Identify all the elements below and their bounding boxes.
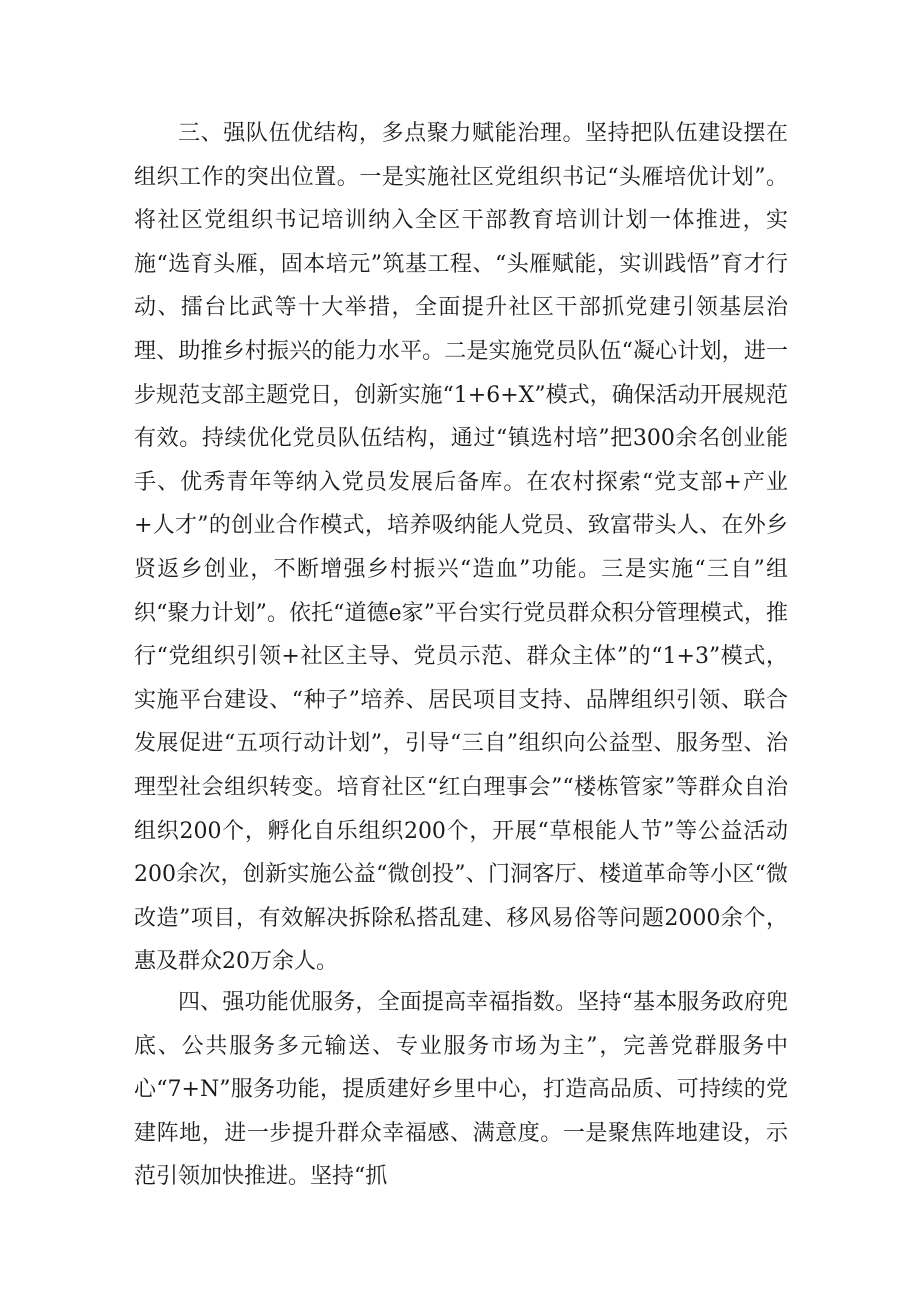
paragraph-section-four xyxy=(134,981,788,1199)
paragraph-text: 四、强功能优服务，全面提高幸福指数。坚持“基本服务政府兜底、公共服务多元输送、专业服务市场为主”，完善党群服务中心“7+N”服务功能，提质建好乡里中心，打造高品质、可持续的党建阵地，进一步提升群众幸福感、满意度。一是聚焦阵地建设，示范引领加快推进。坚持“抓 xyxy=(134,990,788,1190)
paragraph-text: 三、强队伍优结构，多点聚力赋能治理。坚持把队伍建设摆在组织工作的突出位置。一是实施社区党组织书记“头雁培优计划”。将社区党组织书记培训纳入全区干部教育培训计划一体推进，实施“选育头雁，固本培元”筑基工程、“头雁赋能，实训践悟”育才行动、擂台比武等十大举措，全面提升社区干部抓党建引领基层治理、助推乡村振兴的能力水平。二是实施党员队伍“凝心计划，进一步规范支部主题党日，创新实施“1+6+X”模式，确保活动开展规范有效。持续优化党员队伍结构，通过“镇选村培”把300余名创业能手、优秀青年等纳入党员发展后备库。在农村探索“党支部+产业+人才”的创业合作模式，培养吸纳能人党员、致富带头人、在外乡贤返乡创业，不断增强乡村振兴“造血”功能。三是实施“三自”组织“聚力计划”。依托“道德e家”平台实行党员群众积分管理模式，推行“党组织引领+社区主导、党员示范、群众主体”的“1+3”模式，实施平台建设、“种子”培养、居民项目支持、品牌组织引领、联合发展促进“五项行动计划”，引导“三自”组织向公益型、服务型、治理型社会组织转变。培育社区“红白理事会”“楼栋管家”等群众自治组织200个，孵化自乐组织200个，开展“草根能人节”等公益活动200余次，创新实施公益“微创投”、门洞客厅、楼道革命等小区“微改造”项目，有效解决拆除私搭乱建、移风易俗等问题2000余个，惠及群众20万余人。 xyxy=(134,121,788,975)
paragraph-section-three xyxy=(134,112,788,984)
